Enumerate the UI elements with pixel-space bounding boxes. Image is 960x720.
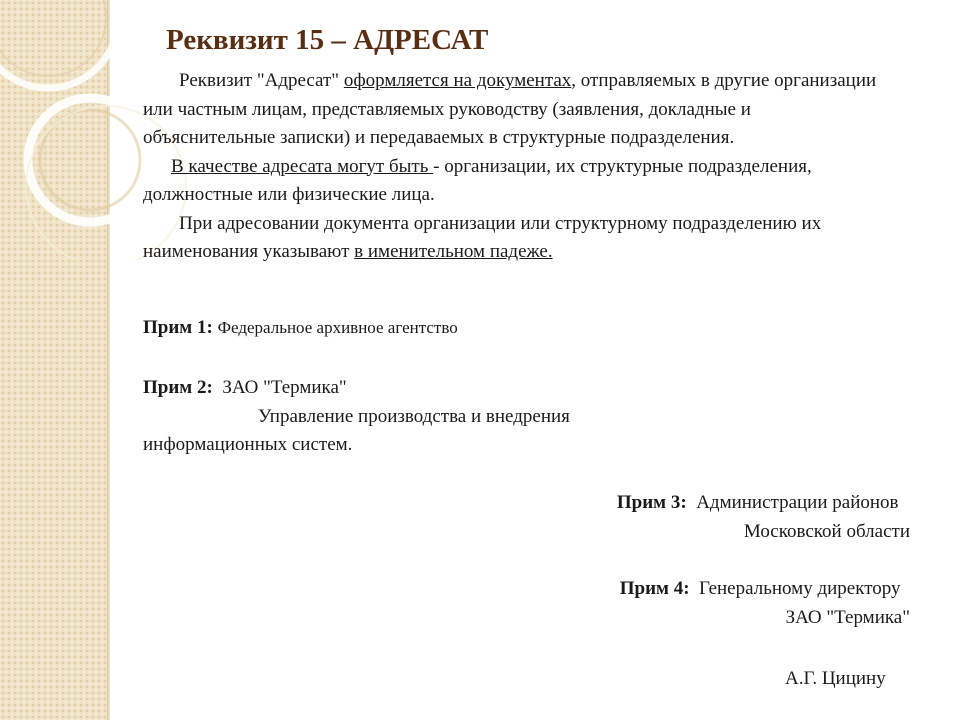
example-line: Управление производства и внедрения — [258, 405, 570, 427]
example-line: Федеральное архивное агентство — [217, 318, 458, 337]
paragraph-2: В качестве адресата могут быть - организации, их структурные подразделения, должностные или физические лица. — [143, 155, 812, 205]
example-line: ЗАО "Термика" — [222, 377, 347, 398]
paragraph-1: Реквизит "Адресат" оформляется на документах, отправляемых в другие организации или частным лицам, представляемых руководству (заявления, докладные и объяснительные записки) и передаваемых в структурные подразделения. — [143, 70, 877, 148]
example-3 — [520, 489, 910, 546]
paragraph-3: При адресовании документа организации или структурному подразделению их наименования указывают в именительном падеже. — [143, 212, 822, 262]
example-label: Прим 2: — [143, 377, 213, 398]
example-line: Московской области — [743, 520, 910, 542]
example-label: Прим 1: — [143, 317, 213, 338]
example-4 — [520, 575, 910, 632]
example-line: Генеральному директору — [699, 578, 901, 599]
example-line: информационных систем. — [143, 434, 353, 455]
example-line: Администрации районов — [696, 492, 899, 513]
example-line: ЗАО "Термика" — [785, 606, 910, 628]
slide-title: Реквизит 15 – АДРЕСАТ — [166, 24, 489, 56]
signature: А.Г. Цицину — [785, 668, 886, 689]
example-1 — [143, 314, 458, 343]
example-label: Прим 3: — [616, 492, 687, 513]
example-label: Прим 4: — [619, 578, 690, 599]
slide-body — [143, 67, 883, 267]
example-2 — [143, 374, 570, 460]
